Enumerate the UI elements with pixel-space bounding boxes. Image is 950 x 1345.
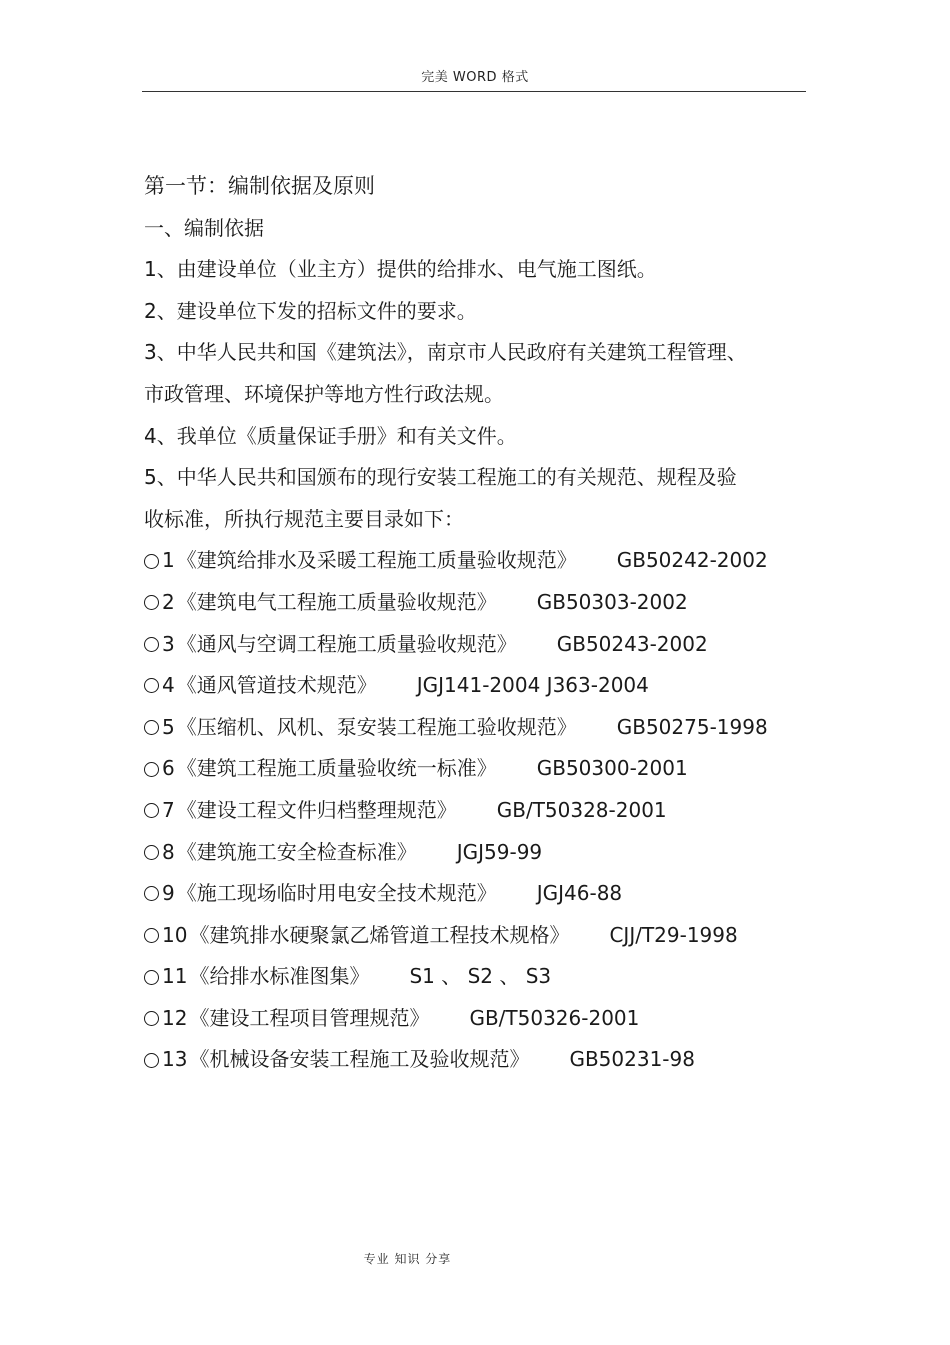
standard-number: 9 <box>162 881 175 906</box>
standard-number: 1 <box>162 548 175 573</box>
paragraph-line: 2、建设单位下发的招标文件的要求。 <box>144 298 477 323</box>
standard-code: GB50300-2001 <box>536 756 688 781</box>
standard-title: 《建设工程项目管理规范》 <box>189 1005 430 1030</box>
section-title: 第一节：编制依据及原则 <box>144 174 375 198</box>
standard-title: 《施工现场临时用电安全技术规范》 <box>176 881 497 906</box>
standard-item <box>144 748 804 790</box>
standard-number: 10 <box>162 922 188 947</box>
standard-item <box>144 540 804 582</box>
standard-number: 12 <box>162 1005 188 1030</box>
standard-number: 8 <box>162 839 175 864</box>
standard-code: GB50243-2002 <box>556 631 708 656</box>
standard-item <box>144 707 804 749</box>
circle-bullet-icon <box>144 554 159 569</box>
circle-bullet-icon <box>144 678 159 693</box>
circle-bullet-icon <box>144 595 159 610</box>
standard-title: 《建筑排水硬聚氯乙烯管道工程技术规格》 <box>189 922 570 947</box>
standard-item <box>144 1039 804 1081</box>
circle-bullet-icon <box>144 845 159 860</box>
paragraph-line: 收标准，所执行规范主要目录如下： <box>144 506 464 531</box>
standard-item <box>144 624 804 666</box>
paragraph-line: 1、由建设单位（业主方）提供的给排水、电气施工图纸。 <box>144 257 657 282</box>
standard-title: 《给排水标准图集》 <box>189 964 370 989</box>
standard-number: 11 <box>162 964 188 989</box>
standard-code: GB50275-1998 <box>616 714 768 739</box>
standard-code: CJJ/T29-1998 <box>609 922 738 947</box>
circle-bullet-icon <box>144 970 159 985</box>
paragraph-line: 3、中华人民共和国《建筑法》，南京市人民政府有关建筑工程管理、 <box>144 340 747 365</box>
header-divider <box>142 91 806 92</box>
standard-number: 4 <box>162 673 175 698</box>
circle-bullet-icon <box>144 1011 159 1026</box>
paragraph-line: 市政管理、环境保护等地方性行政法规。 <box>144 381 504 406</box>
standard-title: 《建筑工程施工质量验收统一标准》 <box>176 756 497 781</box>
standard-title: 《建筑施工安全检查标准》 <box>176 839 417 864</box>
page-header: 完美 WORD 格式 <box>421 70 529 85</box>
standard-code: GB50242-2002 <box>616 548 768 573</box>
standard-number: 13 <box>162 1047 188 1072</box>
standard-item <box>144 790 804 832</box>
standard-title: 《建筑电气工程施工质量验收规范》 <box>176 589 497 614</box>
standard-code: GB50231-98 <box>569 1047 695 1072</box>
standard-title: 《通风管道技术规范》 <box>176 673 377 698</box>
standard-code: JGJ141-2004 J363-2004 <box>416 673 649 698</box>
circle-bullet-icon <box>144 1053 159 1068</box>
paragraph-line: 4、我单位《质量保证手册》和有关文件。 <box>144 423 517 448</box>
standard-title: 《机械设备安装工程施工及验收规范》 <box>189 1047 530 1072</box>
page-footer: 专业 知识 分享 <box>363 1252 452 1266</box>
circle-bullet-icon <box>144 720 159 735</box>
circle-bullet-icon <box>144 762 159 777</box>
standard-title: 《通风与空调工程施工质量验收规范》 <box>176 631 517 656</box>
circle-bullet-icon <box>144 928 159 943</box>
standard-item <box>144 915 804 957</box>
circle-bullet-icon <box>144 803 159 818</box>
standard-code: S1 、 S2 、 S3 <box>409 964 552 989</box>
standard-number: 7 <box>162 797 175 822</box>
standard-item <box>144 582 804 624</box>
circle-bullet-icon <box>144 886 159 901</box>
standard-number: 2 <box>162 589 175 614</box>
standard-title: 《压缩机、风机、泵安装工程施工验收规范》 <box>176 714 577 739</box>
standard-code: GB50303-2002 <box>536 589 688 614</box>
paragraph-line: 5、中华人民共和国颁布的现行安装工程施工的有关规范、规程及验 <box>144 465 737 490</box>
standard-code: GB/T50326-2001 <box>469 1005 640 1030</box>
subheading: 一、编制依据 <box>144 215 264 240</box>
standard-item <box>144 873 804 915</box>
standard-code: JGJ46-88 <box>536 881 623 906</box>
document-body <box>144 166 804 1081</box>
standard-item <box>144 998 804 1040</box>
circle-bullet-icon <box>144 637 159 652</box>
standard-title: 《建筑给排水及采暖工程施工质量验收规范》 <box>176 548 577 573</box>
standard-code: JGJ59-99 <box>456 839 543 864</box>
standard-title: 《建设工程文件归档整理规范》 <box>176 797 457 822</box>
standard-number: 6 <box>162 756 175 781</box>
standard-number: 3 <box>162 631 175 656</box>
standard-item <box>144 832 804 874</box>
standard-code: GB/T50328-2001 <box>496 797 667 822</box>
standard-number: 5 <box>162 714 175 739</box>
standard-item <box>144 956 804 998</box>
standard-item <box>144 665 804 707</box>
